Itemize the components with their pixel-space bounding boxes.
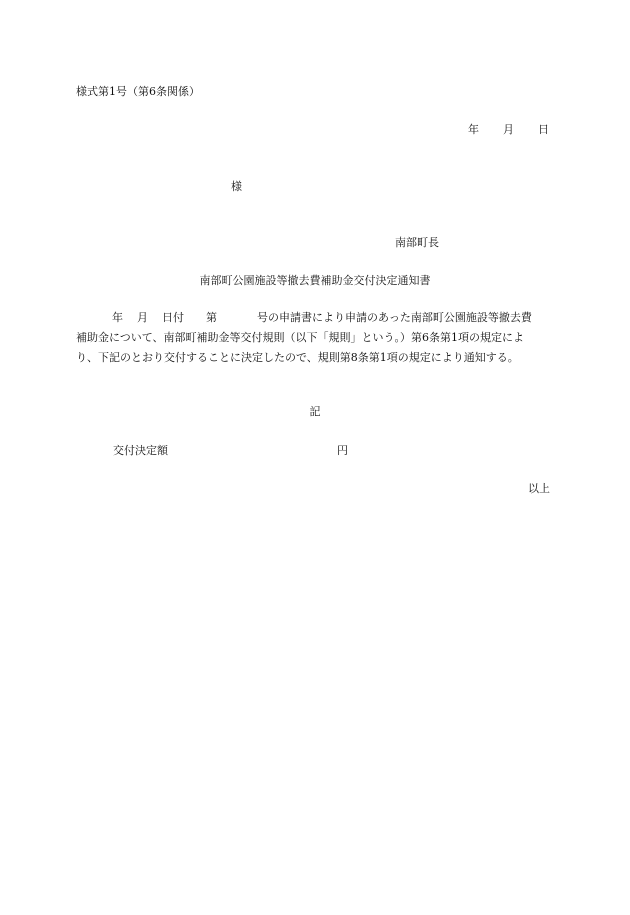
amount-unit: 円 — [337, 444, 348, 457]
body-number-prefix: 第 — [206, 311, 217, 324]
body-month: 月 — [137, 311, 148, 324]
body-line-2: 補助金について、南部町補助金等交付規則（以下「規則」という。）第6条第1項の規定によ — [76, 331, 525, 344]
ki-heading: 記 — [309, 405, 321, 418]
date-day: 日 — [538, 123, 549, 136]
body-line1-rest: 号の申請書により申請のあった南部町公園施設等撤去費 — [257, 311, 532, 324]
body-paragraph — [76, 308, 554, 368]
date-month: 月 — [503, 123, 514, 136]
form-number: 様式第1号（第6条関係） — [76, 85, 200, 98]
date-year: 年 — [468, 123, 479, 136]
date-line — [468, 124, 549, 135]
sender-name: 南部町長 — [395, 236, 439, 249]
end-mark: 以上 — [528, 482, 550, 495]
body-year: 年 — [112, 311, 123, 324]
document-title: 南部町公園施設等撤去費補助金交付決定通知書 — [199, 274, 431, 287]
body-line-3: り、下記のとおり交付することに決定したので、規則第8条第1項の規定により通知する。 — [76, 351, 519, 364]
body-day-issued: 日付 — [162, 311, 184, 324]
recipient-suffix: 様 — [231, 180, 242, 193]
body-line-1 — [76, 308, 554, 328]
amount-label: 交付決定額 — [113, 444, 168, 457]
